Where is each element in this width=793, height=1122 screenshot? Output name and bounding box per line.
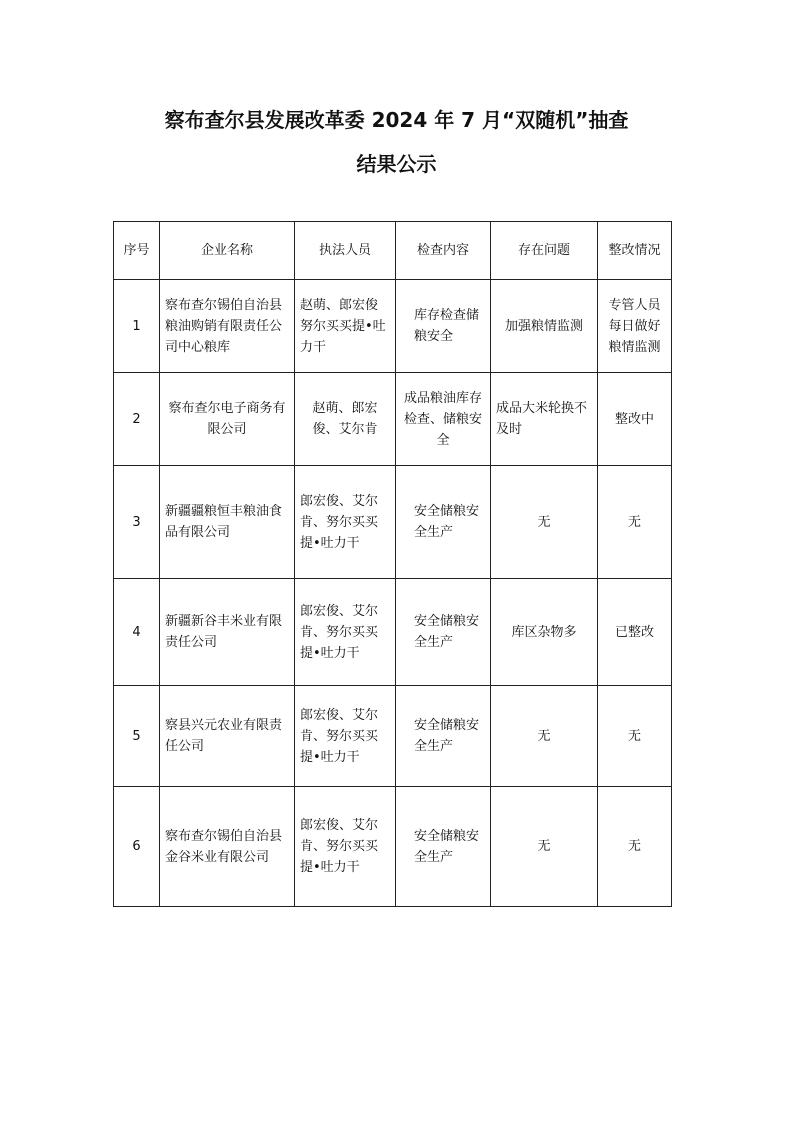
- cell-no: 1: [114, 280, 160, 373]
- cell-officers: 郎宏俊、艾尔肯、努尔买买提•吐力干: [295, 686, 396, 787]
- header-content: 检查内容: [396, 222, 491, 280]
- cell-rectification: 无: [598, 686, 672, 787]
- document-title: [0, 100, 793, 184]
- cell-content: 成品粮油库存检查、储粮安全: [396, 373, 491, 466]
- header-no: 序号: [114, 222, 160, 280]
- cell-company: 察布查尔电子商务有限公司: [160, 373, 295, 466]
- cell-officers: 郎宏俊、艾尔肯、努尔买买提•吐力干: [295, 466, 396, 579]
- cell-no: 4: [114, 579, 160, 686]
- cell-content: 安全储粮安全生产: [396, 787, 491, 907]
- table-header-row: [114, 222, 672, 280]
- table-row: [114, 579, 672, 686]
- cell-no: 2: [114, 373, 160, 466]
- header-rectification: 整改情况: [598, 222, 672, 280]
- cell-issue: 无: [491, 686, 598, 787]
- cell-no: 5: [114, 686, 160, 787]
- header-company: 企业名称: [160, 222, 295, 280]
- cell-content: 安全储粮安全生产: [396, 686, 491, 787]
- header-issue: 存在问题: [491, 222, 598, 280]
- cell-rectification: 已整改: [598, 579, 672, 686]
- cell-officers: 郎宏俊、艾尔肯、努尔买买提•吐力干: [295, 579, 396, 686]
- table-row: [114, 686, 672, 787]
- cell-rectification: 无: [598, 466, 672, 579]
- title-line-2: 结果公示: [356, 152, 437, 176]
- cell-company: 察布查尔锡伯自治县粮油购销有限责任公司中心粮库: [160, 280, 295, 373]
- cell-content: 库存检查储粮安全: [396, 280, 491, 373]
- cell-content: 安全储粮安全生产: [396, 466, 491, 579]
- cell-officers: 郎宏俊、艾尔肯、努尔买买提•吐力干: [295, 787, 396, 907]
- table-row: [114, 373, 672, 466]
- cell-no: 6: [114, 787, 160, 907]
- cell-company: 新疆疆粮恒丰粮油食品有限公司: [160, 466, 295, 579]
- table-row: [114, 280, 672, 373]
- header-officers: 执法人员: [295, 222, 396, 280]
- results-table: [113, 221, 672, 907]
- cell-company: 新疆新谷丰米业有限责任公司: [160, 579, 295, 686]
- table-row: [114, 466, 672, 579]
- cell-rectification: 无: [598, 787, 672, 907]
- cell-issue: 无: [491, 787, 598, 907]
- title-line-1: 察布查尔县发展改革委 2024 年 7 月“双随机”抽查: [164, 108, 629, 132]
- cell-rectification: 整改中: [598, 373, 672, 466]
- cell-issue: 成品大米轮换不及时: [491, 373, 598, 466]
- cell-issue: 无: [491, 466, 598, 579]
- cell-officers: 赵萌、郎宏俊努尔买买提•吐力干: [295, 280, 396, 373]
- cell-content: 安全储粮安全生产: [396, 579, 491, 686]
- cell-rectification: 专管人员每日做好粮情监测: [598, 280, 672, 373]
- table-row: [114, 787, 672, 907]
- cell-issue: 加强粮情监测: [491, 280, 598, 373]
- cell-officers: 赵萌、郎宏俊、艾尔肯: [295, 373, 396, 466]
- cell-company: 察布查尔锡伯自治县金谷米业有限公司: [160, 787, 295, 907]
- cell-no: 3: [114, 466, 160, 579]
- cell-company: 察县兴元农业有限责任公司: [160, 686, 295, 787]
- cell-issue: 库区杂物多: [491, 579, 598, 686]
